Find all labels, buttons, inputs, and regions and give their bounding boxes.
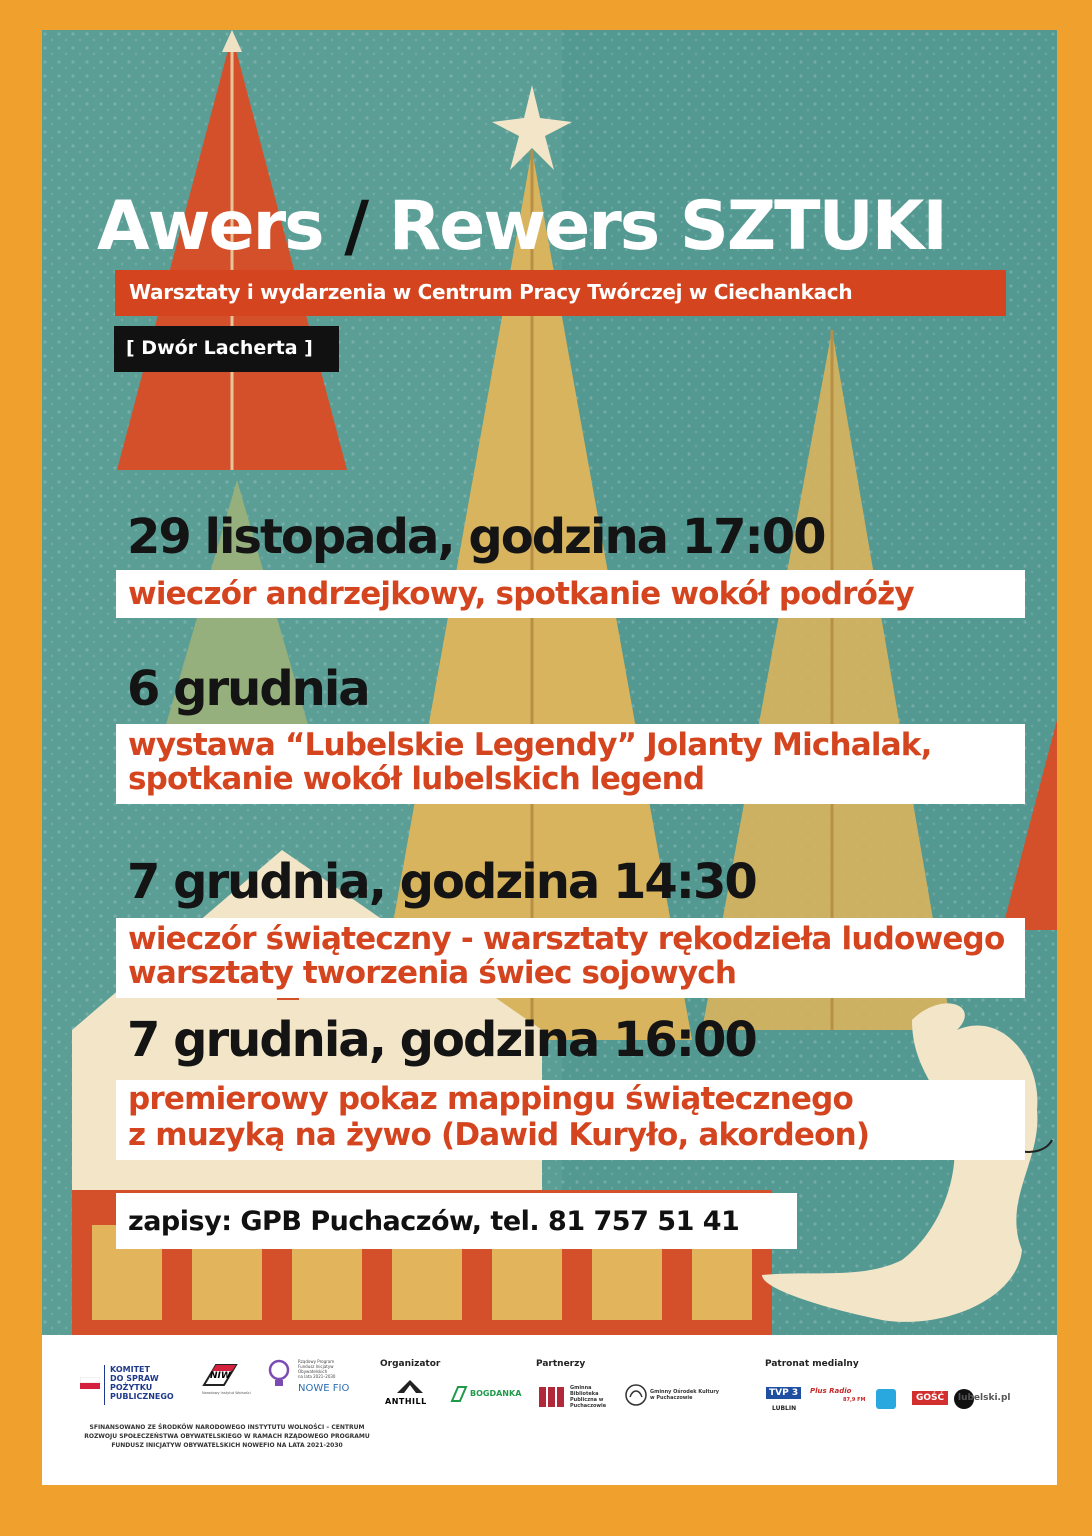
event-desc-4 bbox=[116, 1080, 1025, 1160]
signup-text: zapisy: GPB Puchaczów, tel. 81 757 51 41 bbox=[128, 1206, 740, 1237]
gok-text: Gminny Ośrodek Kultury w Puchaczowie bbox=[650, 1389, 720, 1401]
library-logo bbox=[538, 1385, 618, 1411]
lubelski-logo bbox=[954, 1389, 1024, 1411]
event-date-4: 7 grudnia, godzina 16:00 bbox=[127, 1012, 756, 1068]
niw-caption: Narodowy Instytut Wolności bbox=[202, 1391, 251, 1395]
subtitle-bar bbox=[115, 270, 1006, 316]
event-desc-line: spotkanie wokół lubelskich legend bbox=[128, 761, 705, 797]
event-date-3: 7 grudnia, godzina 14:30 bbox=[127, 854, 756, 910]
kppp-line: DO SPRAW bbox=[110, 1374, 159, 1383]
tvp3-logo bbox=[766, 1387, 806, 1417]
gok-logo bbox=[624, 1383, 724, 1411]
library-text: Gminna Biblioteka Publiczna w Puchaczowie bbox=[570, 1385, 607, 1409]
event-desc-line: wystawa “Lubelskie Legendy” Jolanty Michalak, bbox=[128, 727, 932, 763]
event-desc-line: premierowy pokaz mappingu świątecznego bbox=[128, 1081, 853, 1117]
radio-station-icon bbox=[876, 1389, 896, 1409]
event-desc-line: warsztaty tworzenia świec sojowych bbox=[128, 955, 737, 991]
title-slash: / bbox=[344, 187, 368, 266]
place-badge bbox=[114, 326, 339, 372]
bulb-icon bbox=[268, 1359, 290, 1389]
poster-artwork bbox=[42, 30, 1057, 1335]
tvp3-text: TVP 3 bbox=[766, 1387, 801, 1399]
event-desc-2 bbox=[116, 724, 1025, 804]
radio-plus-text: Plus Radio bbox=[810, 1387, 852, 1395]
anthill-icon bbox=[385, 1379, 435, 1395]
event-desc-line: wieczór andrzejkowy, spotkanie wokół podróży bbox=[128, 576, 914, 612]
event-date-2: 6 grudnia bbox=[127, 661, 369, 717]
title-rewers: Rewers SZTUKI bbox=[367, 187, 946, 266]
poster-title bbox=[97, 187, 946, 266]
lubelski-text: lubelski.pl bbox=[958, 1393, 1011, 1403]
sponsors-footer bbox=[42, 1335, 1057, 1485]
title-awers: Awers bbox=[97, 187, 345, 266]
signup-box bbox=[116, 1193, 797, 1249]
event-desc-line: wieczór świąteczny - warsztaty rękodzieła ludowego bbox=[128, 921, 1005, 957]
bogdanka-icon bbox=[450, 1385, 468, 1403]
nowe-fio-text: NOWE FIO bbox=[298, 1383, 350, 1394]
kppp-line: POŻYTKU bbox=[110, 1383, 153, 1392]
nowe-fio-logo bbox=[268, 1359, 358, 1419]
event-date-1: 29 listopada, godzina 17:00 bbox=[127, 509, 825, 565]
gosc-logo: GOŚĆ bbox=[912, 1391, 948, 1405]
event-desc-line: z muzyką na żywo (Dawid Kuryło, akordeon) bbox=[128, 1117, 870, 1153]
kppp-line: PUBLICZNEGO bbox=[110, 1392, 174, 1401]
gok-emblem-icon bbox=[624, 1383, 648, 1407]
polish-flag-icon bbox=[80, 1377, 100, 1389]
event-desc-1 bbox=[116, 570, 1025, 618]
radio-freq-text: 87,9 FM bbox=[843, 1397, 866, 1403]
niw-text: NIW bbox=[210, 1371, 231, 1381]
anthill-logo bbox=[385, 1379, 435, 1409]
funding-note: SFINANSOWANO ZE ŚRODKÓW NARODOWEGO INSTYTUTU WOLNOŚCI – CENTRUM ROZWOJU SPOŁECZEŃSTWA OBYWATELSKIEGO W RAMACH RZĄDOWEGO PROGRAMU FUNDUSZ INICJATYW OBYWATELSKICH NOWEFIO NA LATA 2021-2030 bbox=[84, 1424, 370, 1449]
event-desc-3 bbox=[116, 918, 1025, 998]
fio-small-line: Obywatelskich bbox=[298, 1369, 328, 1374]
radio-plus-logo bbox=[810, 1387, 870, 1407]
fio-small-line: Rządowy Program bbox=[298, 1359, 335, 1364]
organizer-label: Organizator bbox=[380, 1359, 441, 1369]
fio-small-line: Fundusz Inicjatyw bbox=[298, 1364, 334, 1369]
niw-logo bbox=[202, 1363, 251, 1411]
media-label: Patronat medialny bbox=[765, 1359, 859, 1369]
tvp3-region: LUBLIN bbox=[772, 1405, 797, 1412]
place-text: [ Dwór Lacherta ] bbox=[126, 337, 313, 359]
fio-small-line: na lata 2021–2030 bbox=[298, 1374, 336, 1379]
books-icon bbox=[538, 1385, 566, 1407]
partners-label: Partnerzy bbox=[536, 1359, 586, 1369]
bogdanka-text: BOGDANKA bbox=[470, 1389, 522, 1398]
subtitle-text: Warsztaty i wydarzenia w Centrum Pracy Twórczej w Ciechankach bbox=[129, 280, 853, 304]
bogdanka-logo bbox=[450, 1385, 530, 1405]
anthill-text: ANTHILL bbox=[385, 1397, 427, 1406]
kppp-line: KOMITET bbox=[110, 1365, 150, 1374]
